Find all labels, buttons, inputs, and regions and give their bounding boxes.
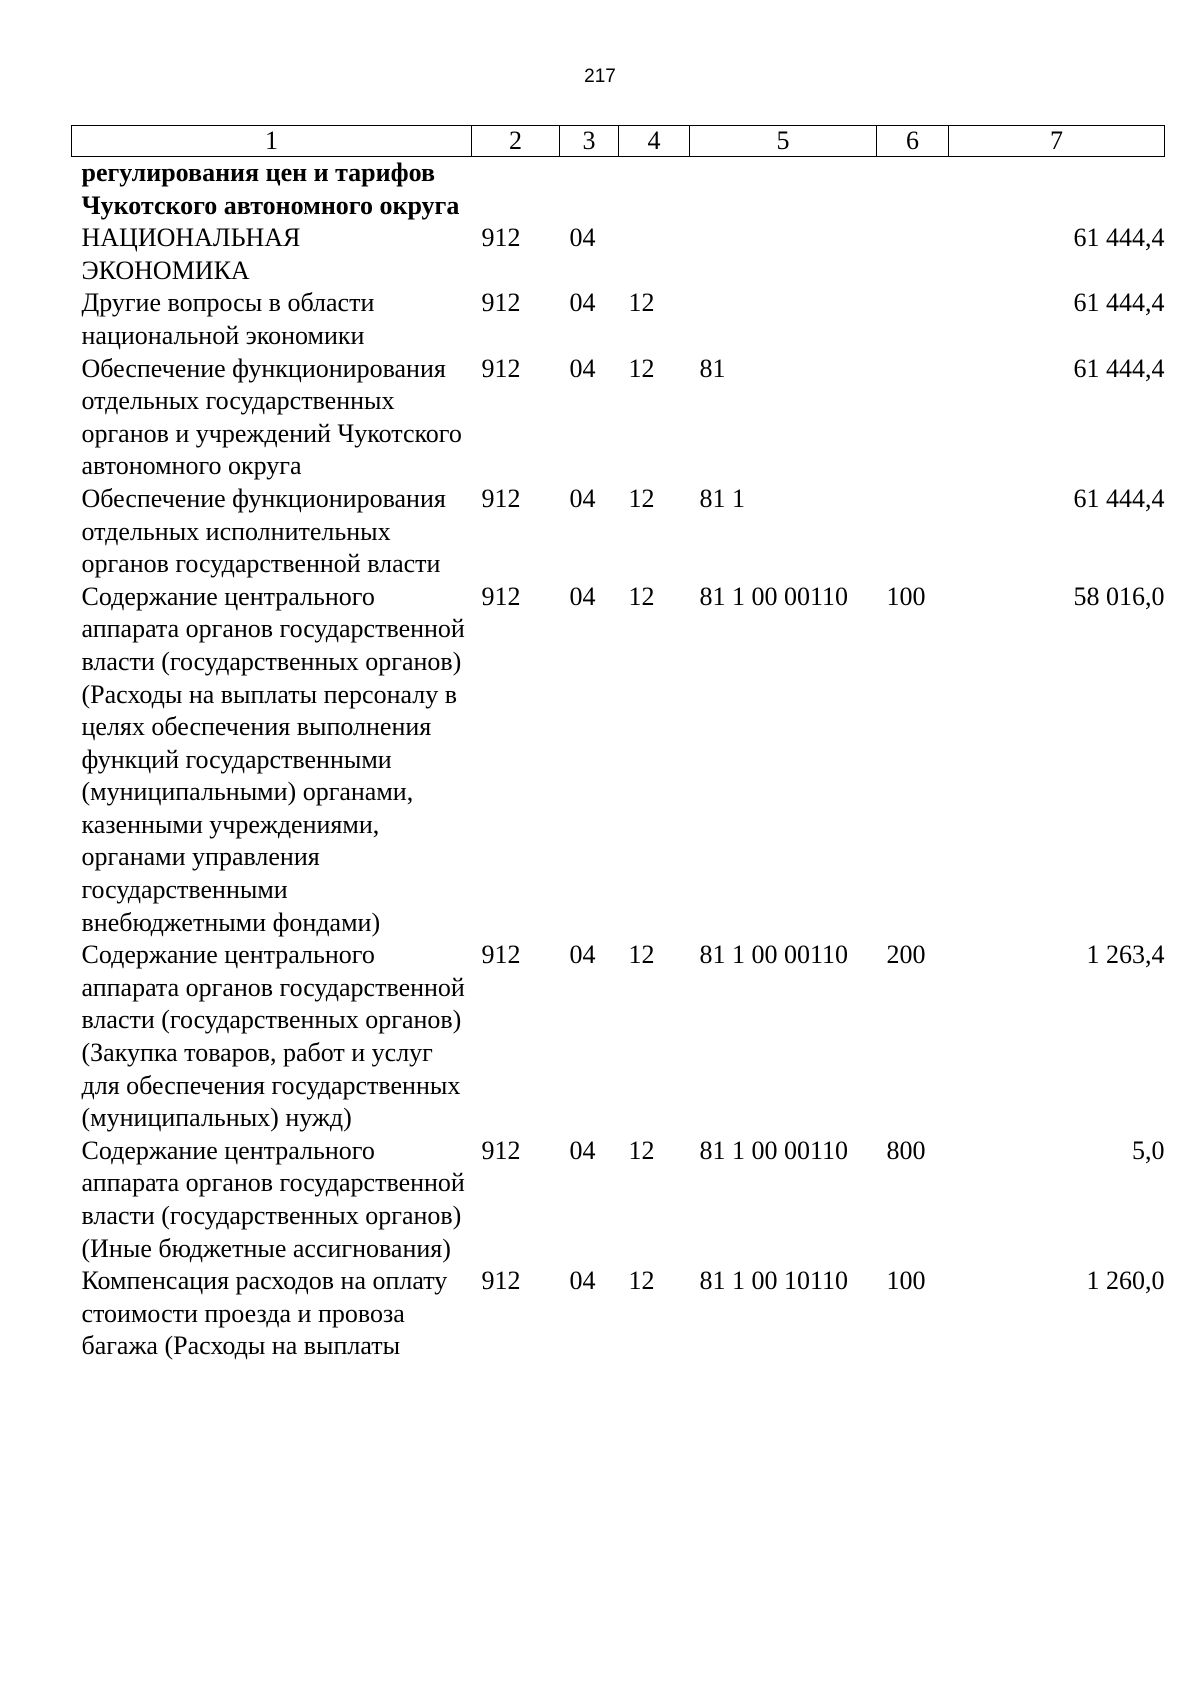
table-row — [72, 939, 1165, 1135]
row-section-code: 04 — [569, 483, 596, 513]
column-header-5: 5 — [690, 126, 877, 157]
row-section-code: 04 — [569, 353, 596, 383]
row-subsection-code: 12 — [628, 483, 655, 513]
row-grbs-code: 912 — [481, 1266, 521, 1296]
row-grbs-code: 912 — [481, 483, 521, 513]
row-subsection-code: 12 — [628, 288, 655, 318]
row-section-code: 04 — [569, 581, 596, 611]
row-description: Содержание центрального аппарата органов государственной власти (государственных органов) (Иные бюджетные ассигнования) — [81, 1135, 465, 1263]
row-expense-type: 800 — [886, 1135, 926, 1165]
row-subsection-code: 12 — [628, 1266, 655, 1296]
table-row — [72, 1135, 1165, 1265]
row-amount: 61 444,4 — [1073, 353, 1165, 383]
row-subsection-code — [619, 157, 690, 223]
row-description: НАЦИОНАЛЬНАЯ ЭКОНОМИКА — [81, 223, 301, 285]
row-subsection-code: 12 — [628, 353, 655, 383]
row-target-article: 81 1 00 00110 — [699, 581, 849, 611]
row-description: Содержание центрального аппарата органов государственной власти (государственных органов) (Закупка товаров, работ и услуг для обеспечения государственных (муниципальных) нужд) — [81, 940, 465, 1133]
table-row — [72, 157, 1165, 223]
row-amount: 61 444,4 — [1073, 288, 1165, 318]
column-header-4: 4 — [619, 126, 690, 157]
row-expense-type — [877, 222, 949, 287]
row-target-article — [690, 157, 877, 223]
row-grbs-code: 912 — [481, 223, 521, 253]
row-amount: 58 016,0 — [1073, 581, 1165, 611]
column-header-7: 7 — [949, 126, 1165, 157]
table-row — [72, 1265, 1165, 1363]
row-section-code — [560, 157, 619, 223]
row-target-article: 81 1 00 10110 — [699, 1266, 849, 1296]
row-grbs-code: 912 — [481, 581, 521, 611]
row-description: Другие вопросы в области национальной экономики — [81, 288, 375, 350]
row-expense-type — [877, 287, 949, 352]
row-expense-type — [877, 157, 949, 223]
row-amount: 1 263,4 — [1086, 940, 1165, 970]
row-target-article: 81 1 00 00110 — [699, 1135, 849, 1165]
row-description: Обеспечение функционирования отдельных государственных органов и учреждений Чукотского автономного округа — [81, 353, 462, 481]
row-target-article: 81 1 00 00110 — [699, 940, 849, 970]
column-header-1: 1 — [72, 126, 472, 157]
table-row — [72, 353, 1165, 483]
row-description: Содержание центрального аппарата органов государственной власти (государственных органов) (Расходы на выплаты персоналу в целях обеспечения выполнения функций государственными (муниципальными) органами, казенными учреждениями, органами управления государственными внебюджетными фондами) — [81, 581, 465, 937]
budget-table — [71, 125, 1165, 1363]
row-subsection-code: 12 — [628, 1135, 655, 1165]
row-expense-type: 200 — [886, 940, 926, 970]
table-header — [72, 126, 1165, 157]
row-section-code: 04 — [569, 288, 596, 318]
row-description: регулирования цен и тарифов Чукотского автономного округа — [81, 158, 460, 220]
column-header-6: 6 — [877, 126, 949, 157]
row-amount: 1 260,0 — [1086, 1266, 1165, 1296]
row-section-code: 04 — [569, 223, 596, 253]
row-description: Обеспечение функционирования отдельных исполнительных органов государственной власти — [81, 483, 446, 579]
row-section-code: 04 — [569, 1135, 596, 1165]
row-description: Компенсация расходов на оплату стоимости проезда и провоза багажа (Расходы на выплаты — [81, 1266, 448, 1361]
row-amount: 61 444,4 — [1073, 483, 1165, 513]
row-expense-type: 100 — [886, 581, 926, 611]
table-row — [72, 483, 1165, 581]
row-expense-type — [877, 483, 949, 581]
table-row — [72, 287, 1165, 352]
row-expense-type: 100 — [886, 1266, 926, 1296]
column-header-3: 3 — [560, 126, 619, 157]
row-grbs-code — [472, 157, 560, 223]
column-header-2: 2 — [472, 126, 560, 157]
row-grbs-code: 912 — [481, 1135, 521, 1165]
table-row — [72, 222, 1165, 287]
row-section-code: 04 — [569, 940, 596, 970]
row-amount — [949, 157, 1165, 223]
row-target-article: 81 — [699, 353, 726, 383]
row-grbs-code: 912 — [481, 940, 521, 970]
row-target-article — [690, 287, 877, 352]
row-grbs-code: 912 — [481, 353, 521, 383]
header-row — [72, 126, 1165, 157]
row-subsection-code — [619, 222, 690, 287]
row-grbs-code: 912 — [481, 288, 521, 318]
row-amount: 5,0 — [1132, 1135, 1165, 1165]
row-target-article: 81 1 — [699, 483, 745, 513]
page-number: 217 — [584, 66, 616, 87]
row-amount: 61 444,4 — [1073, 223, 1165, 253]
row-subsection-code: 12 — [628, 581, 655, 611]
row-target-article — [690, 222, 877, 287]
row-expense-type — [877, 353, 949, 483]
row-section-code: 04 — [569, 1266, 596, 1296]
row-subsection-code: 12 — [628, 940, 655, 970]
table-row — [72, 581, 1165, 940]
table-body — [72, 157, 1165, 1363]
